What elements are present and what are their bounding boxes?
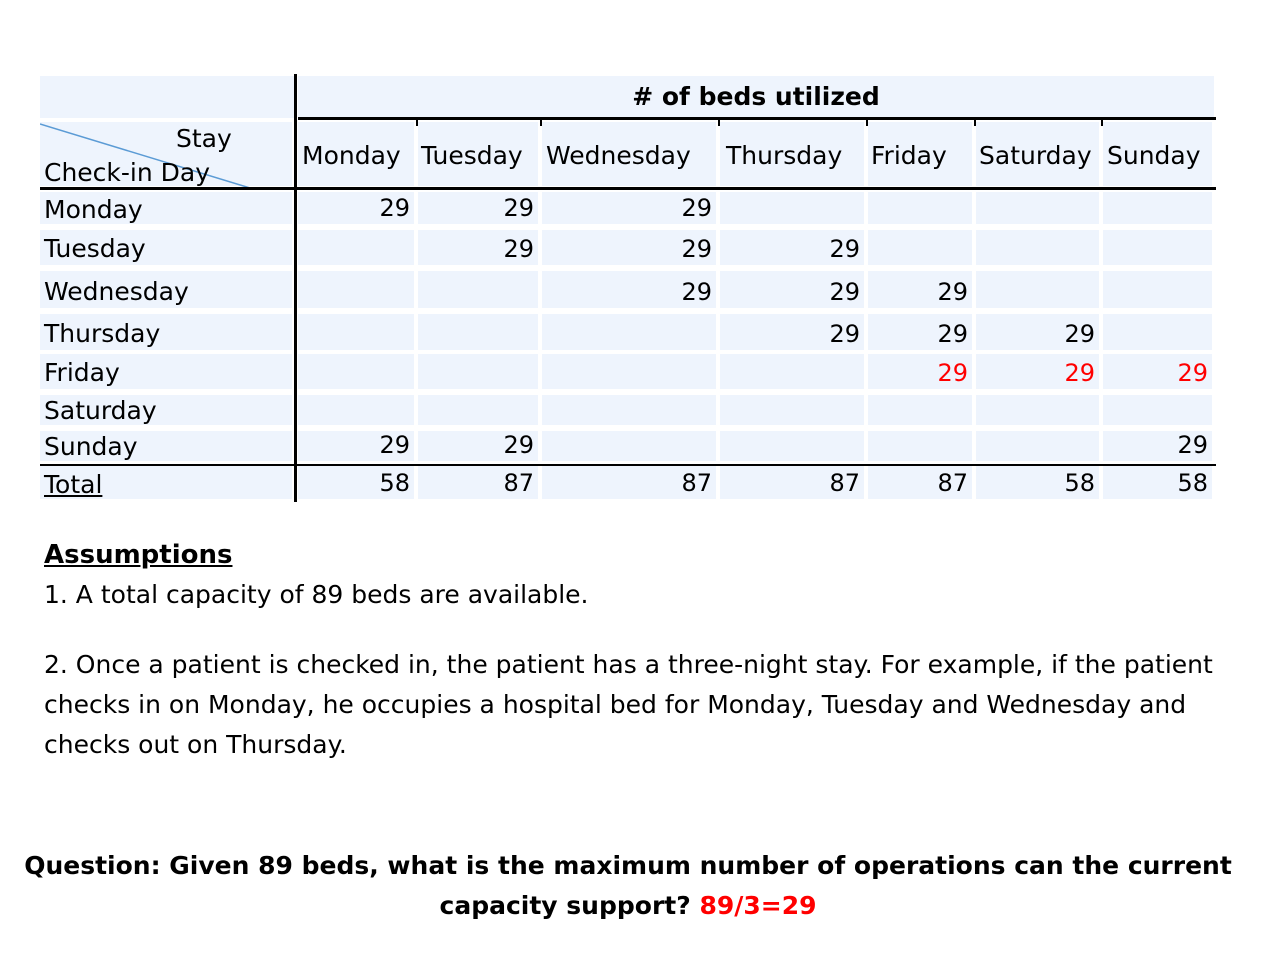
tick bbox=[974, 118, 976, 126]
table-cell bbox=[542, 358, 712, 388]
table-cell bbox=[720, 358, 860, 388]
total-cell: 87 bbox=[681, 469, 712, 497]
table-cell bbox=[1103, 394, 1208, 424]
question-answer: 89/3=29 bbox=[699, 891, 817, 920]
question-line-1: Question: Given 89 beds, what is the maximum number of operations can the current bbox=[24, 851, 1232, 880]
title-bg-left bbox=[40, 76, 294, 118]
table-cell: 29 bbox=[681, 194, 712, 222]
total-cell: 87 bbox=[937, 469, 968, 497]
row-label-wednesday: Wednesday bbox=[44, 277, 189, 306]
total-cell: 58 bbox=[1064, 469, 1095, 497]
header-saturday: Saturday bbox=[979, 141, 1092, 170]
header-wednesday: Wednesday bbox=[546, 141, 691, 170]
table-cell bbox=[1103, 234, 1208, 264]
header-sunday: Sunday bbox=[1107, 141, 1201, 170]
row-label-thursday: Thursday bbox=[44, 319, 161, 348]
row-label-sunday: Sunday bbox=[44, 432, 138, 461]
table-cell bbox=[976, 277, 1095, 307]
header-underline bbox=[40, 187, 1216, 190]
table-cell bbox=[1103, 277, 1208, 307]
table-cell bbox=[976, 193, 1095, 223]
table-title: # of beds utilized bbox=[632, 82, 880, 111]
table-cell: 29 bbox=[503, 235, 534, 263]
table-cell bbox=[868, 394, 968, 424]
corner-bottom-label: Check-in Day bbox=[44, 158, 211, 187]
row-label-tuesday: Tuesday bbox=[44, 234, 146, 263]
row-label-saturday: Saturday bbox=[44, 396, 157, 425]
header-friday: Friday bbox=[871, 141, 947, 170]
table-cell bbox=[418, 319, 534, 349]
header-tuesday: Tuesday bbox=[421, 141, 523, 170]
table-cell: 29 bbox=[379, 431, 410, 459]
tick bbox=[540, 118, 542, 126]
table-cell bbox=[720, 430, 860, 460]
table-cell bbox=[976, 430, 1095, 460]
table-cell: 29 bbox=[1177, 359, 1208, 387]
table-cell bbox=[418, 394, 534, 424]
table-cell: 29 bbox=[937, 278, 968, 306]
table-cell bbox=[976, 394, 1095, 424]
assumptions-heading: Assumptions bbox=[44, 540, 233, 570]
table-cell bbox=[298, 277, 410, 307]
table-cell: 29 bbox=[829, 235, 860, 263]
row-label-monday: Monday bbox=[44, 195, 143, 224]
question-line-2 bbox=[0, 886, 1256, 926]
total-line bbox=[40, 464, 1216, 466]
table-cell: 29 bbox=[829, 320, 860, 348]
tick bbox=[416, 118, 418, 126]
table-cell bbox=[298, 394, 410, 424]
table-cell: 29 bbox=[681, 235, 712, 263]
header-thursday: Thursday bbox=[726, 141, 843, 170]
assumption-2-line-1: 2. Once a patient is checked in, the patient has a three-night stay. For example, if the patient bbox=[44, 650, 1213, 679]
assumption-2-line-3: checks out on Thursday. bbox=[44, 730, 347, 759]
table-cell bbox=[976, 234, 1095, 264]
corner-top-label: Stay bbox=[176, 124, 232, 153]
table-cell: 29 bbox=[503, 431, 534, 459]
table-cell: 29 bbox=[937, 359, 968, 387]
table-cell: 29 bbox=[1064, 320, 1095, 348]
table-cell bbox=[418, 358, 534, 388]
tick bbox=[1101, 118, 1103, 126]
total-cell: 87 bbox=[829, 469, 860, 497]
total-cell: 87 bbox=[503, 469, 534, 497]
tick bbox=[718, 118, 720, 126]
header-monday: Monday bbox=[302, 141, 401, 170]
table-cell: 29 bbox=[379, 194, 410, 222]
total-cell: 58 bbox=[1177, 469, 1208, 497]
table-cell: 29 bbox=[503, 194, 534, 222]
table-cell bbox=[720, 193, 860, 223]
table-cell bbox=[418, 277, 534, 307]
vertical-divider bbox=[294, 74, 297, 502]
table-cell bbox=[868, 193, 968, 223]
table-cell: 29 bbox=[1064, 359, 1095, 387]
row-label-friday: Friday bbox=[44, 358, 120, 387]
table-cell bbox=[298, 234, 410, 264]
table-cell bbox=[542, 319, 712, 349]
total-cell: 58 bbox=[379, 469, 410, 497]
question-prefix: capacity support? bbox=[439, 891, 700, 920]
table-cell: 29 bbox=[937, 320, 968, 348]
tick bbox=[866, 118, 868, 126]
table-cell bbox=[868, 430, 968, 460]
assumption-1: 1. A total capacity of 89 beds are available. bbox=[44, 580, 589, 609]
table-cell bbox=[542, 394, 712, 424]
table-cell bbox=[298, 358, 410, 388]
table-cell bbox=[1103, 193, 1208, 223]
table-cell: 29 bbox=[1177, 431, 1208, 459]
title-underline bbox=[298, 117, 1216, 120]
table-cell: 29 bbox=[829, 278, 860, 306]
table-cell bbox=[1103, 319, 1208, 349]
table-cell bbox=[542, 430, 712, 460]
table-cell bbox=[868, 234, 968, 264]
assumption-2-line-2: checks in on Monday, he occupies a hospital bed for Monday, Tuesday and Wednesday and bbox=[44, 690, 1187, 719]
row-label-total: Total bbox=[44, 470, 103, 499]
table-cell: 29 bbox=[681, 278, 712, 306]
table-cell bbox=[298, 319, 410, 349]
table-cell bbox=[720, 394, 860, 424]
